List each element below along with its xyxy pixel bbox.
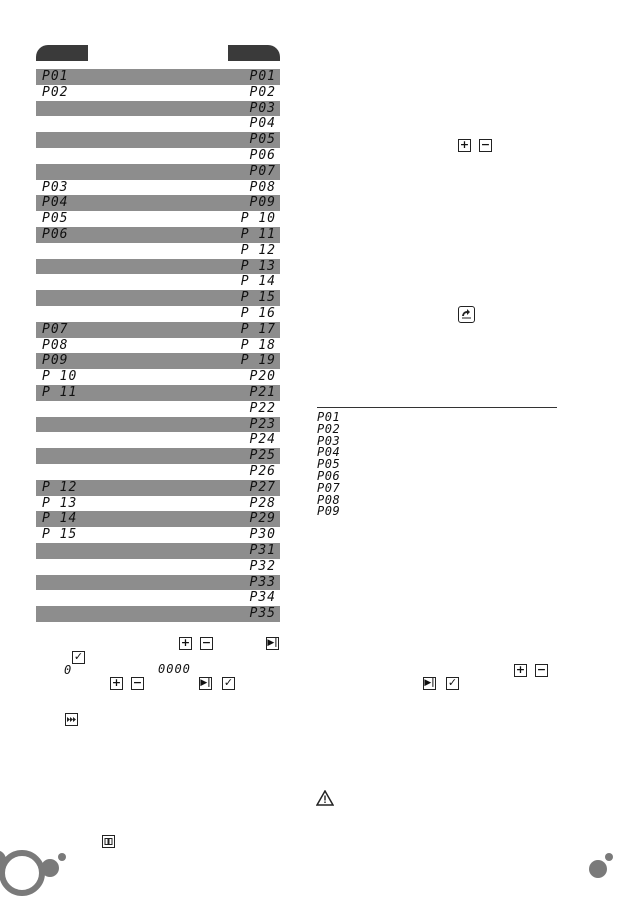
row-left-code: P02 [42, 84, 69, 100]
plus-button-icon: + [515, 663, 526, 676]
row-left-code: P05 [42, 211, 69, 227]
table-row [36, 559, 280, 575]
table-row [36, 132, 280, 148]
program-table [36, 69, 280, 622]
program-list-item: P08 [317, 492, 341, 507]
row-left-code: P 11 [42, 384, 78, 400]
row-right-code: P24 [249, 432, 276, 448]
row-right-code: P21 [249, 384, 276, 400]
table-row [36, 432, 280, 448]
row-right-code: P 10 [240, 211, 276, 227]
row-right-code: P09 [249, 195, 276, 211]
row-left-code: P 12 [42, 479, 78, 495]
table-row [36, 243, 280, 259]
table-row [36, 385, 280, 401]
row-right-code: P29 [249, 511, 276, 527]
row-right-code: P 15 [240, 290, 276, 306]
table-row [36, 148, 280, 164]
row-right-code: P 13 [240, 258, 276, 274]
table-row [36, 543, 280, 559]
table-row [36, 322, 280, 338]
program-list-item: P06 [317, 468, 341, 483]
program-list-item: P05 [317, 457, 341, 472]
program-list-item: P07 [317, 480, 341, 495]
row-right-code: P27 [249, 479, 276, 495]
table-row [36, 338, 280, 354]
row-right-code: P05 [249, 132, 276, 148]
plus-button-icon: + [180, 636, 191, 649]
row-left-code: P01 [42, 69, 69, 84]
program-list-item: P03 [317, 433, 341, 448]
row-right-code: P 16 [240, 305, 276, 321]
table-row [36, 606, 280, 622]
row-right-code: P01 [249, 69, 276, 84]
row-left-code: P08 [42, 337, 69, 353]
row-right-code: P 11 [240, 226, 276, 242]
program-list-item: P09 [317, 504, 341, 519]
warning-icon [316, 790, 334, 806]
table-header-right-tab [228, 45, 280, 61]
table-row [36, 195, 280, 211]
table-row [36, 85, 280, 101]
table-row [36, 101, 280, 117]
minus-button-icon: − [201, 636, 212, 649]
table-row [36, 116, 280, 132]
table-row [36, 164, 280, 180]
table-row [36, 353, 280, 369]
program-list-item: P04 [317, 445, 341, 460]
row-right-code: P04 [249, 116, 276, 132]
row-right-code: P03 [249, 100, 276, 116]
plus-button-icon: + [459, 138, 470, 151]
row-right-code: P22 [249, 400, 276, 416]
table-row [36, 575, 280, 591]
table-row [36, 417, 280, 433]
table-row [36, 369, 280, 385]
row-right-code: P 14 [240, 274, 276, 290]
table-header-left-tab [36, 45, 88, 61]
row-right-code: P 18 [240, 337, 276, 353]
table-row [36, 227, 280, 243]
table-row [36, 306, 280, 322]
table-row [36, 527, 280, 543]
table-row [36, 180, 280, 196]
row-left-code: P 10 [42, 369, 78, 385]
row-left-code: P04 [42, 195, 69, 211]
row-left-code: P09 [42, 353, 69, 369]
decorative-circles-right [586, 852, 616, 882]
row-left-code: P 13 [42, 495, 78, 511]
table-row [36, 290, 280, 306]
row-right-code: P25 [249, 448, 276, 464]
row-left-code: P03 [42, 179, 69, 195]
program-list-item: P02 [317, 421, 341, 436]
table-row [36, 69, 280, 85]
program-list-item: P01 [317, 410, 341, 424]
table-row [36, 448, 280, 464]
table-row [36, 401, 280, 417]
table-row [36, 259, 280, 275]
table-row [36, 480, 280, 496]
play-pause-icon: ▶| [424, 678, 435, 688]
check-icon: ✓ [223, 676, 234, 689]
minus-button-icon: − [480, 138, 491, 151]
row-right-code: P34 [249, 590, 276, 606]
row-right-code: P31 [249, 542, 276, 558]
divider-line [317, 407, 557, 408]
minus-button-icon: − [536, 663, 547, 676]
table-row [36, 590, 280, 606]
check-icon: ✓ [447, 676, 458, 689]
table-row [36, 511, 280, 527]
program-list [317, 412, 340, 518]
row-right-code: P32 [249, 558, 276, 574]
decorative-circles-left [0, 838, 70, 900]
row-left-code: P 15 [42, 527, 78, 543]
row-right-code: P06 [249, 147, 276, 163]
play-pause-icon: ▶| [200, 678, 211, 688]
row-right-code: P35 [249, 606, 276, 622]
row-right-code: P20 [249, 369, 276, 385]
table-row [36, 496, 280, 512]
row-right-code: P08 [249, 179, 276, 195]
row-right-code: P23 [249, 416, 276, 432]
row-left-code: P06 [42, 226, 69, 242]
row-right-code: P02 [249, 84, 276, 100]
row-right-code: P 17 [240, 321, 276, 337]
fast-forward-icon [65, 713, 78, 726]
row-right-code: P26 [249, 463, 276, 479]
table-row [36, 464, 280, 480]
row-right-code: P28 [249, 495, 276, 511]
rotate-hand-icon [458, 306, 475, 323]
play-pause-icon: ▶| [267, 638, 278, 648]
row-right-code: P30 [249, 527, 276, 543]
row-left-code: P07 [42, 321, 69, 337]
minus-button-icon: − [132, 676, 143, 689]
table-row [36, 274, 280, 290]
row-right-code: P 19 [240, 353, 276, 369]
row-right-code: P33 [249, 574, 276, 590]
row-left-code: P 14 [42, 511, 78, 527]
display-0000: 0000 [158, 662, 191, 676]
plus-button-icon: + [111, 676, 122, 689]
row-right-code: P 12 [240, 242, 276, 258]
row-right-code: P07 [249, 163, 276, 179]
display-zero: 0 [64, 663, 73, 677]
table-row [36, 211, 280, 227]
check-icon: ✓ [73, 650, 84, 663]
book-icon [102, 835, 115, 848]
